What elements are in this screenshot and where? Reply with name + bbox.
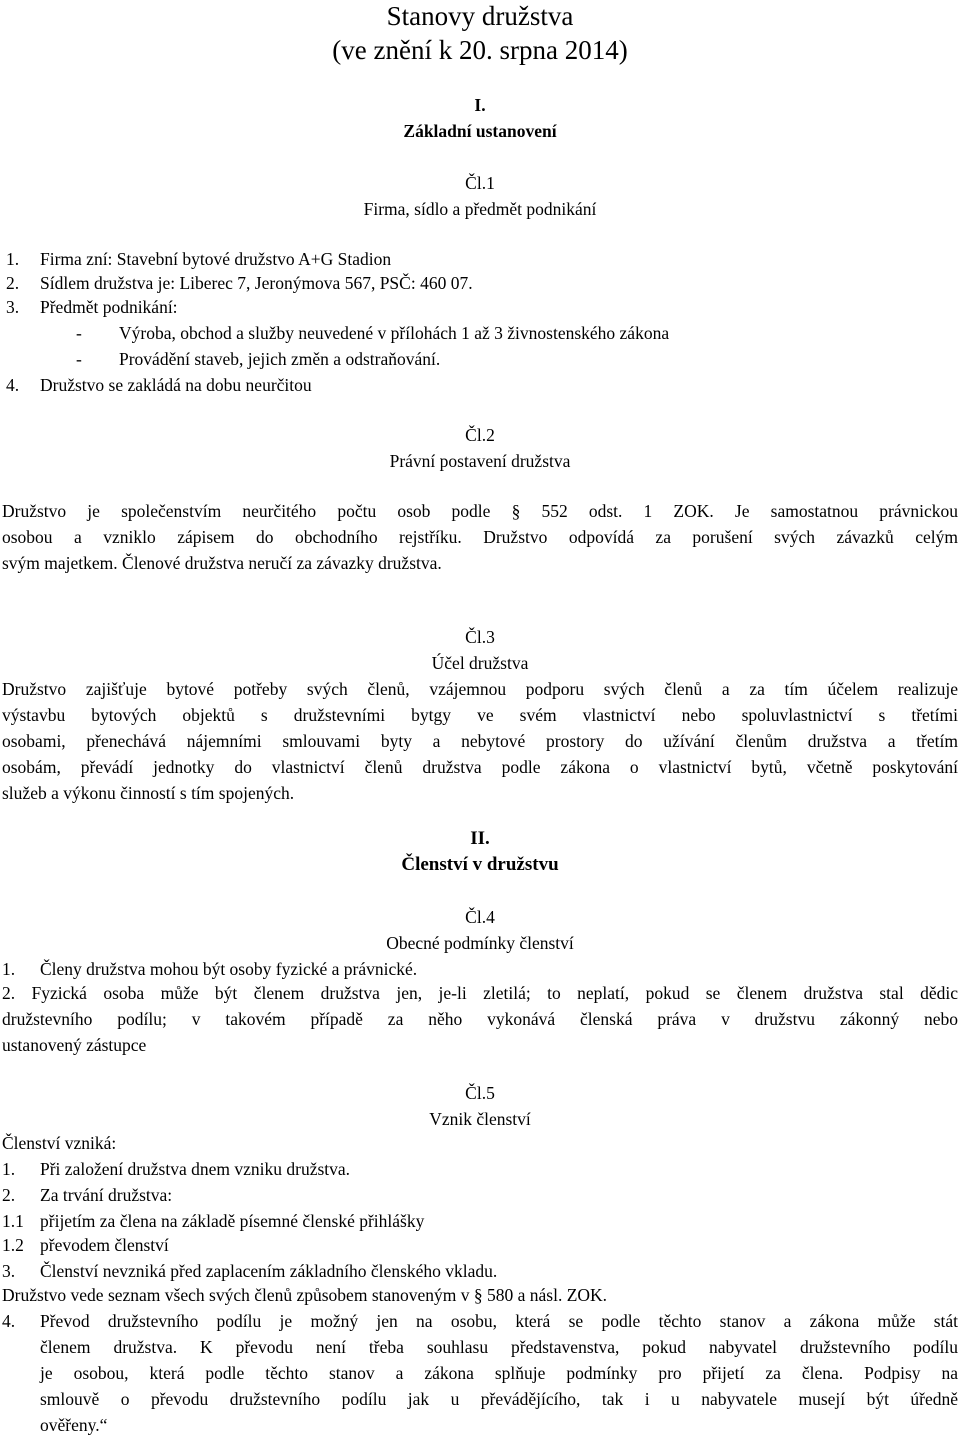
cl5-number: Čl.5 [465, 1083, 495, 1103]
cl1-title: Firma, sídlo a předmět podnikání [363, 199, 597, 219]
list-item [2, 1182, 172, 1208]
paragraph-line: Družstvo zajišťuje bytové potřeby svých členů, vzájemnou podporu svých členů a za tím účelem realizuje [2, 679, 958, 699]
cl1-number: Čl.1 [465, 173, 495, 193]
list-number: 1.2 [2, 1235, 24, 1255]
list-number: 3. [2, 1261, 16, 1281]
cl4-item2-paragraph [2, 980, 958, 1058]
list-text: převodem členství [40, 1235, 169, 1255]
list-text: Družstvo se zakládá na dobu neurčitou [40, 375, 312, 395]
cl4-number: Čl.4 [465, 907, 495, 927]
part2-roman: II. [470, 828, 490, 849]
document-title: Stanovy družstva [386, 1, 574, 31]
cl5-title: Vznik členství [429, 1109, 531, 1129]
cl3-title: Účel družstva [431, 653, 529, 673]
list-item [2, 1258, 497, 1284]
paragraph-line: osobou a vzniklo zápisem do obchodního rejstříku. Družstvo odpovídá za porušení svých závazků celým [2, 527, 958, 547]
cl3-number: Čl.3 [465, 627, 495, 647]
list-item [2, 1156, 350, 1182]
paragraph-line: svým majetkem. Členové družstva neručí za závazky družstva. [2, 553, 442, 573]
cl5-item4-paragraph [40, 1308, 958, 1438]
list-text: Členy družstva mohou být osoby fyzické a právnické. [40, 959, 418, 979]
list-dash: - [76, 323, 82, 343]
paragraph-line: členem družstva. K převodu není třeba souhlasu představenstva, pokud nabyvatel družstevního podílu [40, 1337, 958, 1357]
list-number: 1. [2, 1159, 16, 1179]
paragraph-line: Převod družstevního podílu je možný jen na osobu, která se podle těchto stanov a zákona může stát [40, 1311, 958, 1331]
paragraph-line: služeb a výkonu činností s tím spojených. [2, 783, 295, 803]
sub-list-item [76, 346, 440, 372]
list-item [2, 1232, 169, 1258]
list-text: Výroba, obchod a služby neuvedené v přílohách 1 až 3 živnostenského zákona [119, 323, 670, 343]
cl5-intro: Členství vzniká: [2, 1133, 117, 1153]
list-item [6, 372, 312, 398]
list-text: Provádění staveb, jejich změn a odstraňování. [119, 349, 441, 369]
part1-title: Základní ustanovení [403, 121, 557, 141]
list-number: 4. [2, 1311, 16, 1331]
paragraph-line: ustanovený zástupce [2, 1035, 147, 1055]
paragraph-line: 2. Fyzická osoba může být členem družstva jen, je-li zletilá; to neplatí, pokud se členem družstva stal dědic [2, 983, 958, 1003]
list-item [6, 246, 391, 272]
paragraph-line: osobám, převádí jednotky do vlastnictví členů družstva podle zákona o vlastnictví bytů, včetně poskytování [2, 757, 958, 777]
list-item [6, 270, 473, 296]
list-number: 4. [6, 375, 20, 395]
paragraph-line: Družstvo je společenstvím neurčitého počtu osob podle § 552 odst. 1 ZOK. Je samostatnou právnickou [2, 501, 958, 521]
part2-title: Členství v družstvu [401, 854, 559, 875]
list-item [2, 956, 417, 982]
paragraph-line: je osobou, která podle těchto stanov a zákona splňuje podmínky pro přijetí za člena. Podpisy na [40, 1363, 958, 1383]
part1-roman: I. [474, 95, 486, 115]
paragraph-line: výstavbu bytových objektů s družstevními bytgy ve svém vlastnictví nebo spoluvlastnictví s třetími [2, 705, 958, 725]
list-item [6, 294, 178, 320]
list-item [2, 1208, 424, 1234]
list-text: Firma zní: Stavební bytové družstvo A+G Stadion [40, 249, 392, 269]
list-dash: - [76, 349, 82, 369]
sub-list-item [76, 320, 669, 346]
cl2-paragraph [2, 498, 958, 576]
list-number: 2. [6, 273, 20, 293]
list-number: 1.1 [2, 1211, 24, 1231]
paragraph-line: ověřeny.“ [40, 1415, 108, 1435]
list-text: Členství nevzniká před zaplacením základního členského vkladu. [40, 1261, 498, 1281]
cl4-title: Obecné podmínky členství [386, 933, 574, 953]
cl3-paragraph [2, 676, 958, 806]
list-text: přijetím za člena na základě písemné členské přihlášky [40, 1211, 425, 1231]
list-number: 2. [2, 1185, 16, 1205]
list-text: Sídlem družstva je: Liberec 7, Jeronýmova 567, PSČ: 460 07. [40, 273, 473, 293]
paragraph-line: smlouvě o převodu družstevního podílu jak u převádějícího, tak i u nabyvatele musejí být úředně [40, 1389, 958, 1409]
cl2-title: Právní postavení družstva [389, 451, 571, 471]
cl5-register-note: Družstvo vede seznam všech svých členů způsobem stanoveným v § 580 a násl. ZOK. [2, 1285, 608, 1305]
list-number: 3. [6, 297, 20, 317]
document-subtitle: (ve znění k 20. srpna 2014) [332, 35, 628, 65]
paragraph-line: družstevního podílu; v takovém případě za něho vykonává členská práva v družstvu zákonný nebo [2, 1009, 958, 1029]
list-text: Předmět podnikání: [40, 297, 178, 317]
list-text: Za trvání družstva: [40, 1185, 173, 1205]
paragraph-line: osobami, přenechává nájemními smlouvami byty a nebytové prostory do užívání členům družstva a třetím [2, 731, 958, 751]
cl2-number: Čl.2 [465, 425, 495, 445]
list-number: 1. [6, 249, 20, 269]
list-text: Při založení družstva dnem vzniku družstva. [40, 1159, 351, 1179]
list-number: 1. [2, 959, 16, 979]
